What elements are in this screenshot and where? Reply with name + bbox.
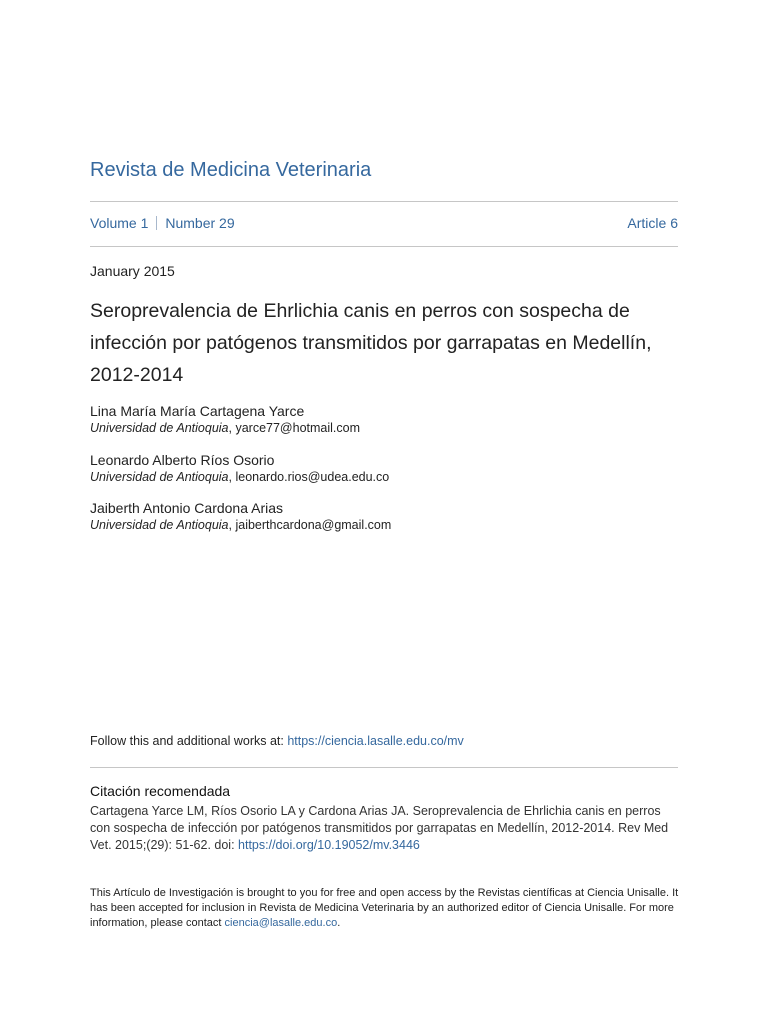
author-name: Jaiberth Antonio Cardona Arias: [90, 500, 284, 516]
author-email: , jaiberthcardona@gmail.com: [228, 518, 392, 532]
author-affiliation: [90, 517, 678, 534]
follow-text: Follow this and additional works at:: [90, 734, 288, 748]
article-title: Seroprevalencia de Ehrlichia canis en perros con sospecha de infección por patógenos transmitidos por garrapatas en Medellín, 2012-2014: [90, 300, 652, 386]
article-link[interactable]: Article 6: [627, 215, 678, 231]
author-name: Lina María María Cartagena Yarce: [90, 403, 305, 419]
volume-link[interactable]: Volume 1: [90, 215, 149, 231]
number-link[interactable]: Number 29: [165, 215, 235, 231]
author-email: , leonardo.rios@udea.edu.co: [228, 469, 390, 484]
author-name: Leonardo Alberto Ríos Osorio: [90, 451, 275, 468]
author-institution: Universidad de Antioquia: [90, 518, 229, 532]
citation-heading: Citación recomendada: [90, 783, 231, 799]
author-email: , yarce77@hotmail.com: [228, 421, 361, 435]
author-affiliation: [90, 420, 678, 437]
author-institution: Universidad de Antioquia: [90, 469, 229, 484]
divider-issue: [90, 246, 678, 247]
citation-body: Cartagena Yarce LM, Ríos Osorio LA y Cardona Arias JA. Seroprevalencia de Ehrlichia canis en perros con sospecha de infección por patógenos transmitidos por garrapatas en Medellín, 2012-2014. Rev Med Vet. 2015;(29): 51-62. doi:: [90, 804, 669, 852]
issue-separator: [156, 216, 157, 230]
access-notice-text: This Artículo de Investigación is brought to you for free and open access by the Revistas científicas at Ciencia Unisalle. It has been accepted for inclusion in Revista de Medicina Veterinaria by an authorized editor of Ciencia Unisalle. For more information, please contact: [90, 887, 679, 929]
author-institution: Universidad de Antioquia: [90, 421, 229, 435]
issue-bar: [90, 213, 678, 233]
author-entry: [90, 500, 678, 549]
author-affiliation: [90, 469, 678, 486]
author-entry: [90, 403, 678, 452]
cover-page: [90, 0, 678, 1024]
author-entry: [90, 452, 678, 501]
repository-link[interactable]: https://ciencia.lasalle.edu.co/mv: [287, 734, 464, 748]
divider-citation: [90, 767, 678, 768]
doi-link[interactable]: https://doi.org/10.19052/mv.3446: [238, 838, 420, 852]
journal-title[interactable]: Revista de Medicina Veterinaria: [90, 159, 372, 181]
author-list: [90, 403, 678, 549]
follow-line: [90, 733, 464, 750]
publication-date: January 2015: [90, 263, 175, 279]
contact-email-link[interactable]: ciencia@lasalle.edu.co: [224, 917, 338, 929]
divider-top: [90, 201, 678, 202]
access-notice: [90, 886, 682, 931]
citation-text: [90, 803, 682, 854]
access-notice-end: .: [337, 917, 341, 929]
